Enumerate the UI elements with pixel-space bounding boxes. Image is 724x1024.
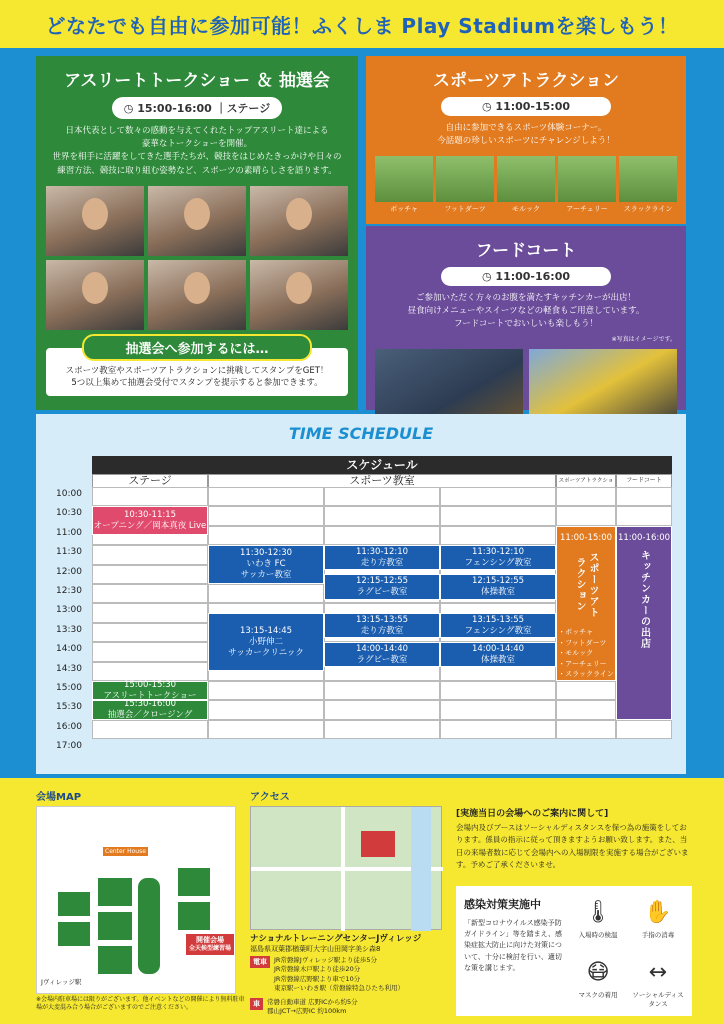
facility-name: ナショナルトレーニングセンターJヴィレッジ [250, 934, 422, 944]
venue-map [36, 806, 236, 994]
schedule-cell [208, 487, 324, 506]
car-access [250, 998, 358, 1017]
notice-text: 会場内及びブースはソーシャルディスタンスを保つ為の施策をしております。係員の指示に従って頂きますようお願い致します。また、当日の来場者数に応じて会場内への入場制限を実施する場合がございます。予めご了承くださいませ。 [456, 823, 689, 870]
gym-class-text: 14:00-14:40 [471, 643, 525, 654]
gym-class-text: 体操教室 [480, 654, 515, 665]
time-label: 13:30 [56, 624, 82, 635]
icon-caption: マスクの着用 [578, 991, 618, 999]
schedule-cell [324, 700, 440, 719]
athlete-photo [46, 186, 144, 256]
fencing-class-text: フェンシング教室 [464, 625, 532, 636]
fencing-class-text: 11:30-12:10 [471, 546, 525, 557]
access-map [250, 806, 442, 930]
attraction-caption: フットダーツ [444, 205, 486, 214]
attraction-caption: モルック [512, 205, 540, 214]
lottery-text-2: 5つ以上集めて抽選会受付でスタンプを提示すると参加できます。 [71, 378, 323, 389]
talk-event-text: アスリートトークショー [103, 690, 197, 701]
schedule-cell [324, 720, 440, 739]
venue-label-sub: 全天候型練習場 [189, 945, 232, 953]
schedule-cell [324, 487, 440, 506]
attraction-title: スポーツアトラクション [433, 71, 619, 91]
iwaki-class-text: いわき FC [246, 559, 286, 570]
athlete-photo [148, 186, 246, 256]
attraction-event [556, 526, 616, 681]
attraction-item [375, 156, 433, 214]
schedule-cell [556, 720, 616, 739]
schedule-header [92, 456, 672, 474]
time-label: 15:00 [56, 683, 82, 693]
notice-heading: [実施当日の会場へのご案内に関して] [456, 809, 609, 819]
opening-event-text: オープニング／岡本真夜 Live [93, 520, 207, 531]
schedule-cell [440, 700, 556, 719]
time-label: 12:00 [56, 566, 82, 577]
rugby-class-text: 14:00-14:40 [355, 643, 409, 654]
schedule-cell [208, 720, 324, 739]
opening-event [92, 506, 208, 535]
schedule-cell [92, 603, 208, 622]
attraction-caption: スラックライン [623, 205, 673, 214]
running-class-text: 走り方教室 [360, 557, 404, 568]
column-header [92, 474, 208, 488]
talk-event [92, 681, 208, 700]
attraction-item [619, 156, 677, 214]
rugby-class [324, 642, 440, 667]
schedule-cell [208, 506, 324, 525]
time-label: 10:00 [56, 489, 82, 499]
attraction-list [558, 627, 614, 680]
gym-class [440, 574, 556, 599]
schedule-cell [324, 506, 440, 525]
food-vertical: キッチンカーの出店 [638, 549, 650, 649]
attraction-time [441, 97, 611, 116]
schedule-cell [440, 487, 556, 506]
food-event [616, 526, 672, 720]
attraction-event-text: 11:00-15:00 [559, 532, 613, 543]
column-header-text: スポーツ教室 [349, 474, 415, 487]
time-label: 16:00 [56, 721, 82, 732]
schedule-cell [440, 720, 556, 739]
clock-icon: ◷ [481, 100, 496, 113]
iwaki-class-text: サッカー教室 [240, 570, 292, 581]
mask-icon: 😷 マスクの着用 [570, 956, 626, 1008]
schedule-cell [92, 642, 208, 661]
running-class [324, 613, 440, 638]
venue-label-text: 開催会場 [196, 936, 224, 944]
schedule-cell [208, 526, 324, 545]
station-label: Jヴィレッジ駅 [41, 978, 82, 986]
running-class [324, 545, 440, 570]
schedule-cell [616, 487, 672, 506]
schedule-cell [556, 487, 616, 506]
ono-clinic-text: 小野伸二 [248, 636, 283, 647]
rugby-class-text: ラグビー教室 [356, 654, 408, 665]
opening-event-text: 10:30-11:15 [123, 509, 177, 520]
schedule-cell [92, 487, 208, 506]
map-field [177, 901, 211, 931]
infection-box [456, 886, 692, 1016]
rugby-class-text: ラグビー教室 [356, 586, 408, 597]
column-header-text: ステージ [128, 474, 172, 487]
map-footnote: ※会場内駐車場には限りがございます。他イベントなどの開催により無料駐車場が大変混み合う場合がございますのでご注意ください。 [36, 996, 245, 1012]
time-label: 17:00 [56, 741, 82, 752]
column-header [208, 474, 556, 488]
running-class-text: 11:30-12:10 [355, 546, 409, 557]
time-schedule [36, 414, 686, 774]
attraction-caption: アーチェリー [566, 205, 608, 214]
car-line-2: 郡山JCT→広野IC 約100km [267, 1007, 347, 1016]
food-text-2: 昼食向けメニューやスイーツなどの軽食もご用意しています。 [407, 306, 645, 317]
social-distance-icon: ↔ ソーシャルディスタンス [630, 956, 686, 1008]
map-field [177, 867, 211, 897]
schedule-cell [440, 526, 556, 545]
train-line-2: JR常磐線木戸駅より徒歩20分 [274, 965, 361, 974]
athlete-photos [36, 186, 358, 330]
athlete-photo [46, 260, 144, 330]
rugby-class-text: 12:15-12:55 [355, 575, 409, 586]
map-road [341, 807, 345, 931]
talk-show-description [36, 125, 358, 178]
clock-icon: ◷ [481, 270, 496, 283]
attraction-caption: ボッチャ [390, 205, 418, 214]
talk-text-3: 世界を相手に活躍をしてきた選手たちが、競技をはじめたきっかけや日々の [52, 152, 342, 163]
attraction-list-item: ・ボッチャ [558, 628, 593, 637]
attraction-text-2: 今話題の珍しいスポーツにチャレンジしよう！ [437, 136, 615, 147]
map-field [97, 911, 133, 941]
food-text-3: フードコートでおいしいも楽しもう！ [454, 319, 598, 330]
schedule-cell [92, 545, 208, 564]
food-court-description [366, 292, 686, 332]
time-label: 15:30 [56, 702, 82, 713]
time-label: 11:30 [56, 547, 82, 558]
schedule-cell [616, 506, 672, 525]
icon-caption: 手指の消毒 [641, 931, 675, 939]
clock-icon: ◷ [123, 102, 138, 115]
schedule-cell [92, 584, 208, 603]
schedule-cell [92, 623, 208, 642]
icon-caption: ソーシャルディスタンス [632, 991, 684, 1008]
attraction-panel [366, 56, 686, 224]
talk-text-4: 練習方法、競技に取り組む姿勢など、スポーツの素晴らしさを語ります。 [57, 165, 337, 176]
fencing-class-text: フェンシング教室 [464, 557, 532, 568]
attraction-item [436, 156, 494, 214]
schedule-cell [208, 584, 324, 603]
attraction-item [558, 156, 616, 214]
talk-show-time [112, 97, 282, 119]
fencing-class [440, 613, 556, 638]
facility-address: 福島県双葉郡楢葉町大字山田岡字美シ森8 [250, 945, 381, 953]
column-header [556, 474, 616, 488]
train-access [250, 956, 404, 994]
column-header-text: フードコート [626, 477, 662, 484]
athlete-photo [250, 260, 348, 330]
ono-clinic [208, 613, 324, 671]
talk-event-text: 15:00-15:30 [123, 679, 177, 690]
food-court-panel [366, 226, 686, 410]
running-class-text: 走り方教室 [360, 625, 404, 636]
map-field [57, 921, 91, 947]
lottery-title: 抽選会へ参加するには… [82, 334, 312, 361]
sanitizer-icon: ✋ 手指の消毒 [630, 896, 686, 948]
attraction-list-item: ・スラックライン [558, 670, 614, 679]
food-court-time [441, 267, 611, 286]
iwaki-class-text: 11:30-12:30 [239, 548, 293, 559]
talk-text-2: 豪華なトークショーを開催。 [141, 139, 253, 150]
column-header [616, 474, 672, 488]
gym-class-text: 12:15-12:55 [471, 575, 525, 586]
icon-caption: 入場時の検温 [578, 931, 618, 939]
schedule-cell [208, 700, 324, 719]
food-court-title: フードコート [475, 241, 577, 261]
time-label: 10:30 [56, 508, 82, 519]
infection-title: 感染対策実施中 [464, 898, 541, 911]
map-field [97, 945, 133, 975]
schedule-cell [92, 720, 208, 739]
banner-title: どなたでも自由に参加可能！ふくしま Play Stadiumを楽しもう！ [45, 13, 679, 38]
time-label: 12:30 [56, 586, 82, 596]
iwaki-class [208, 545, 324, 584]
schedule-cell [208, 681, 324, 700]
time-label: 14:00 [56, 644, 82, 655]
schedule-cell [440, 506, 556, 525]
map-field [97, 877, 133, 907]
lottery-event [92, 700, 208, 719]
map-heading: 会場MAP [36, 792, 82, 803]
attraction-vertical: スポーツアトラクション [574, 551, 598, 618]
schedule-cell [616, 720, 672, 739]
schedule-cell [556, 700, 616, 719]
attraction-time-text: 11:00-15:00 [495, 100, 571, 113]
jvillage-marker [361, 831, 395, 857]
attraction-photos [366, 156, 686, 214]
fencing-class-text: 13:15-13:55 [471, 614, 525, 625]
time-label: 13:00 [56, 605, 82, 616]
food-text-1: ご参加いただく方々のお腹を満たすキッチンカーが出店！ [415, 293, 637, 303]
car-line-1: 常磐自動車道 広野ICから約5分 [267, 998, 358, 1006]
talk-text-1: 日本代表として数々の感動を与えてくれたトップアスリート達による [65, 126, 329, 136]
top-banner [0, 0, 724, 48]
schedule-title: TIME SCHEDULE [288, 424, 434, 443]
infection-text: 「新型コロナウイルス感染予防ガイドライン」等を踏まえ、感染症拡大防止に向けた対策について、十分に検討を行い、適切な策を講じます。 [464, 919, 562, 972]
car-tag: 車 [250, 998, 263, 1010]
lottery-box [46, 341, 348, 397]
center-house-label: Center House [105, 848, 146, 855]
map-field [57, 891, 91, 917]
gym-class-text: 体操教室 [480, 586, 515, 597]
attraction-description [366, 122, 686, 148]
ono-clinic-text: サッカークリニック [228, 647, 304, 658]
food-photo-note: ※写真はイメージです。 [611, 335, 676, 343]
fencing-class [440, 545, 556, 570]
schedule-cell [324, 526, 440, 545]
rugby-class [324, 574, 440, 599]
schedule-cell [92, 565, 208, 584]
access-heading: アクセス [250, 792, 290, 803]
attraction-list-item: ・モルック [558, 649, 594, 658]
map-sea [411, 807, 431, 931]
schedule-cell [324, 681, 440, 700]
running-class-text: 13:15-13:55 [355, 614, 409, 625]
schedule-cell [556, 681, 616, 700]
talk-show-time-text: 15:00-16:00 ｜ステージ [137, 102, 271, 115]
schedule-header-text: スケジュール [346, 458, 418, 472]
train-tag: 電車 [250, 956, 270, 968]
food-court-time-text: 11:00-16:00 [495, 270, 571, 283]
train-line-3: JR常磐線広野駅より車で10分 [274, 974, 361, 983]
attraction-text-1: 自由に参加できるスポーツ体験コーナー。 [445, 123, 607, 133]
lottery-text-1: スポーツ教室やスポーツアトラクションに挑戦してスタンプをGET！ [65, 365, 329, 376]
food-event-text: 11:00-16:00 [617, 532, 671, 543]
time-label: 14:30 [56, 663, 82, 674]
venue-label [186, 934, 234, 955]
talk-show-panel [36, 56, 358, 410]
schedule-cell [440, 681, 556, 700]
lottery-event-text: 抽選会／クロージング [107, 710, 193, 721]
talk-show-title: アスリートトークショー ＆ 抽選会 [64, 71, 330, 91]
attraction-list-item: ・フットダーツ [558, 638, 607, 647]
gym-class [440, 642, 556, 667]
attraction-item [497, 156, 555, 214]
schedule-cell [92, 662, 208, 681]
time-label: 11:00 [56, 527, 82, 538]
map-stadium [137, 877, 161, 975]
lottery-event-text: 15:30-16:00 [123, 699, 177, 710]
thermometer-icon: 🌡 入場時の検温 [570, 896, 626, 948]
column-header-text: スポーツアトラクショ [558, 478, 614, 484]
athlete-photo [148, 260, 246, 330]
athlete-photo [250, 186, 348, 256]
schedule-cell [556, 506, 616, 525]
train-line-4: 東京駅ーいわき駅（常磐線特急ひたち利用） [274, 984, 404, 993]
ono-clinic-text: 13:15-14:45 [239, 625, 293, 636]
attraction-list-item: ・アーチェリー [558, 659, 607, 668]
train-line-1: JR常磐線Jヴィレッジ駅より徒歩5分 [274, 956, 378, 964]
